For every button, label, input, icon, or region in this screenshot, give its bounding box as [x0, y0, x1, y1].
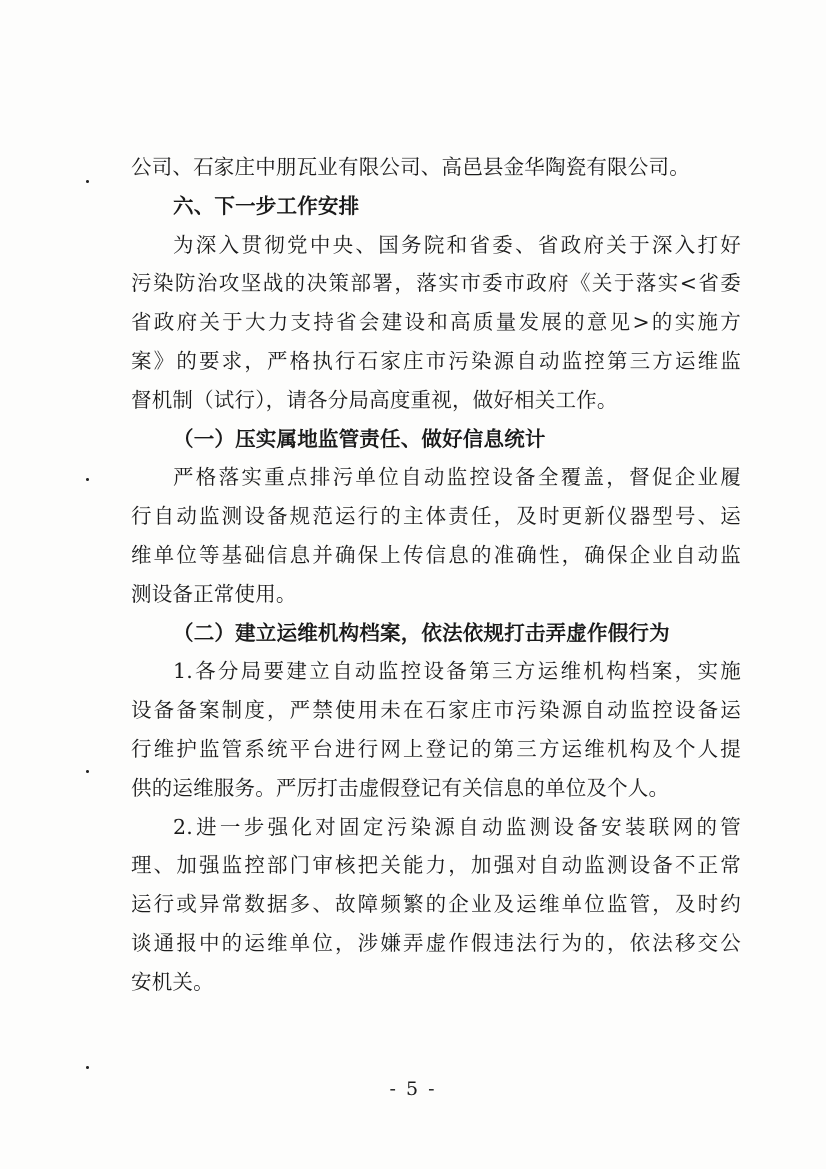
text-line: 1.各分局要建立自动监控设备第三方运维机构档案，实施	[173, 659, 741, 684]
text-line: 行维护监管系统平台进行网上登记的第三方运维机构及个人提	[131, 736, 741, 761]
text-line: 案》的要求，严格执行石家庄市污染源自动监控第三方运维监	[131, 348, 741, 373]
page-number: - 5 -	[389, 1078, 437, 1100]
binding-mark	[86, 180, 89, 183]
text-line: 维单位等基础信息并确保上传信息的准确性，确保企业自动监	[131, 542, 741, 567]
text-line: 测设备正常使用。	[131, 581, 297, 606]
heading-line: （一）压实属地监管责任、做好信息统计	[173, 426, 546, 451]
heading-line: （二）建立运维机构档案，依法依规打击弄虚作假行为	[173, 620, 670, 645]
text-line: 谈通报中的运维单位，涉嫌弄虚作假违法行为的，依法移交公	[131, 930, 741, 955]
document-body	[131, 148, 741, 1002]
text-line: 公司、石家庄中朋瓦业有限公司、高邑县金华陶瓷有限公司。	[131, 155, 690, 179]
text-line: 运行或异常数据多、故障频繁的企业及运维单位监管，及时约	[131, 892, 741, 917]
binding-mark	[86, 1066, 89, 1069]
subheading-one	[131, 420, 741, 459]
paragraph-continuation	[131, 148, 741, 187]
text-line: 安机关。	[131, 969, 214, 994]
paragraph-item-2	[131, 808, 741, 1002]
subheading-two	[131, 614, 741, 653]
text-line: 严格落实重点排污单位自动监控设备全覆盖，督促企业履	[173, 465, 741, 490]
text-line: 省政府关于大力支持省会建设和高质量发展的意见>的实施方	[131, 310, 741, 335]
paragraph-intro	[131, 226, 741, 420]
text-line: 理、加强监控部门审核把关能力，加强对自动监测设备不正常	[131, 853, 741, 878]
paragraph-item-1	[131, 652, 741, 807]
text-line: 行自动监测设备规范运行的主体责任，及时更新仪器型号、运	[131, 504, 741, 529]
text-line: 2.进一步强化对固定污染源自动监测设备安装联网的管	[173, 814, 741, 839]
section-heading-next-steps	[131, 187, 741, 226]
text-line: 督机制（试行），请各分局高度重视，做好相关工作。	[131, 387, 618, 412]
heading-line: 六、下一步工作安排	[173, 193, 360, 218]
text-line: 设备备案制度，严禁使用未在石家庄市污染源自动监控设备运	[131, 698, 741, 723]
binding-mark	[86, 478, 89, 481]
text-line: 污染防治攻坚战的决策部署，落实市委市政府《关于落实<省委	[131, 271, 741, 296]
paragraph-supervision	[131, 458, 741, 613]
binding-mark	[86, 770, 89, 773]
text-line: 为深入贯彻党中央、国务院和省委、省政府关于深入打好	[173, 232, 741, 257]
text-line: 供的运维服务。严厉打击虚假登记有关信息的单位及个人。	[131, 775, 670, 800]
